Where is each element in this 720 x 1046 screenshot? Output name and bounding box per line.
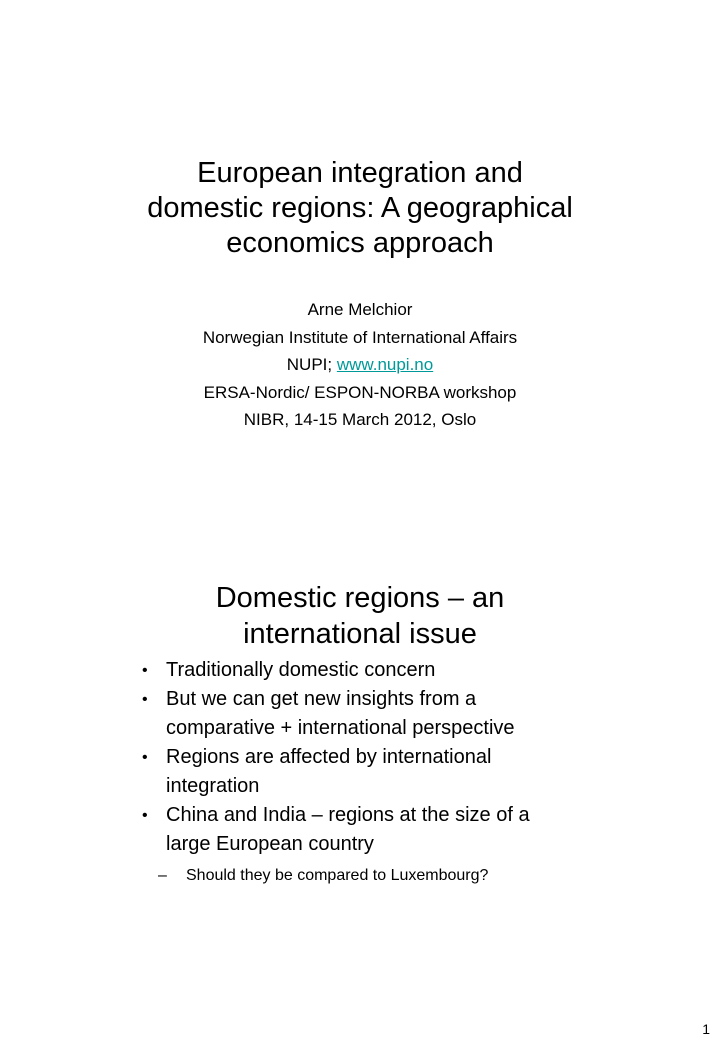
bullet-list (142, 656, 592, 889)
bullet-line: comparative + international perspective (166, 717, 515, 739)
slide1-author-info (0, 296, 720, 434)
sub-bullet-item (142, 863, 592, 889)
sub-bullet-text: Should they be compared to Luxembourg? (186, 867, 489, 884)
slide1-title-line: economics approach (226, 227, 494, 259)
event-name: ERSA-Nordic/ ESPON-NORBA workshop (203, 382, 517, 402)
bullet-dot-icon: • (142, 749, 148, 766)
bullet-item (142, 656, 592, 685)
page-number: 1 (702, 1021, 710, 1037)
author-name: Arne Melchior (307, 300, 413, 319)
bullet-dot-icon: • (142, 691, 148, 708)
slide2-title-line: international issue (243, 618, 477, 650)
bullet-line: large European country (166, 833, 374, 855)
bullet-item (142, 743, 592, 801)
slide1-title-line: European integration and (197, 157, 523, 189)
dash-icon: – (158, 867, 167, 884)
bullet-dot-icon: • (142, 662, 148, 679)
slide1-title-line: domestic regions: A geographical (147, 192, 573, 224)
bullet-dot-icon: • (142, 807, 148, 824)
nupi-prefix: NUPI; (286, 355, 337, 374)
bullet-line: China and India – regions at the size of a (166, 804, 530, 826)
bullet-line: Regions are affected by international (166, 746, 492, 768)
slide2-title-line: Domestic regions – an (215, 582, 505, 614)
event-place-date: NIBR, 14-15 March 2012, Oslo (243, 410, 477, 429)
bullet-item (142, 801, 592, 859)
bullet-line: But we can get new insights from a (166, 688, 477, 710)
nupi-website-link[interactable]: www.nupi.no (336, 355, 434, 374)
slide2-title (0, 580, 720, 652)
institute-name: Norwegian Institute of International Affairs (202, 327, 518, 347)
nupi-line (0, 351, 720, 379)
slide1-title (0, 156, 720, 261)
bullet-line: Traditionally domestic concern (166, 659, 436, 681)
bullet-item (142, 685, 592, 743)
bullet-line: integration (166, 775, 260, 797)
